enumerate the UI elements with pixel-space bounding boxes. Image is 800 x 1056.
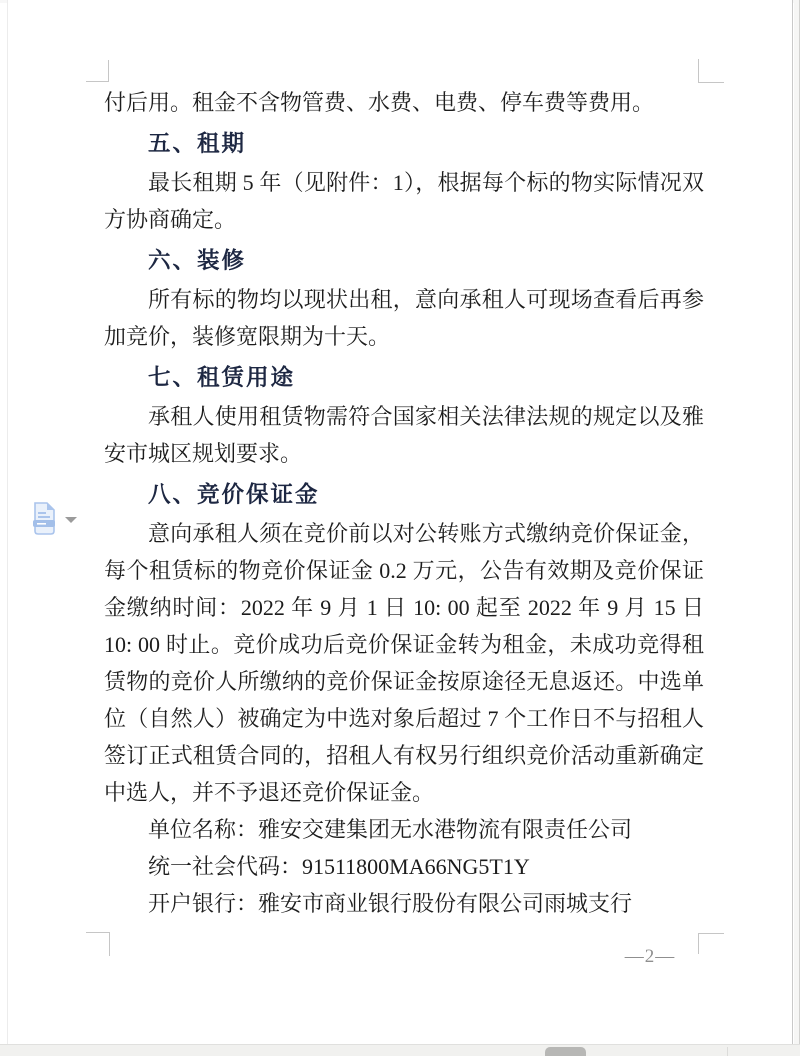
document-content [104, 84, 704, 922]
crop-mark-bottom-left [86, 932, 110, 956]
body-paragraph: 统一社会代码：91511800MA66NG5T1Y [148, 854, 530, 879]
body-paragraph: 承租人使用租赁物需符合国家相关法律法规的规定以及雅安市城区规划要求。 [104, 404, 704, 466]
scrollbar-divider [727, 1047, 728, 1056]
body-paragraph: 开户银行：雅安市商业银行股份有限公司雨城支行 [148, 891, 633, 916]
body-paragraph: 所有标的物均以现状出租，意向承租人可现场查看后再参加竞价，装修宽限期为十天。 [104, 287, 704, 349]
crop-mark-top-right [698, 59, 724, 83]
section-heading: 五、租期 [148, 131, 247, 156]
body-paragraph: 意向承租人须在竞价前以对公转账方式缴纳竞价保证金，每个租赁标的物竞价保证金 0.2 万元，公告有效期及竞价保证金缴纳时间：2022 年 9 月 1 日 10: 00 起至 2022 年 9 月 15 日 10: 00 时止。竞价成功后竞价保证金转为租金，未成功竞得租赁物的竞价人所缴纳的竞价保证金按原途径无息返还。中选单位（自然人）被确定为中选对象后超过 7 个工作日不与招租人签订正式租赁合同的，招租人有权另行组织竞价活动重新确定中选人，并不予退还竞价保证金。 [104, 521, 704, 805]
section-heading: 八、竞价保证金 [148, 482, 320, 507]
comment-indicator-button[interactable] [31, 502, 77, 535]
section-heading: 六、装修 [148, 248, 247, 273]
horizontal-scrollbar[interactable] [0, 1044, 800, 1056]
page-number: —2— [624, 946, 676, 967]
body-paragraph: 付后用。租金不含物管费、水费、电费、停车费等费用。 [104, 90, 655, 115]
crop-mark-bottom-right [698, 933, 724, 954]
section-heading: 七、租赁用途 [148, 365, 296, 390]
chevron-down-icon[interactable] [65, 517, 77, 523]
body-paragraph: 最长租期 5 年（见附件：1），根据每个标的物实际情况双方协商确定。 [104, 170, 704, 232]
horizontal-scrollbar-thumb[interactable] [545, 1047, 586, 1056]
body-paragraph: 单位名称：雅安交建集团无水港物流有限责任公司 [148, 817, 633, 842]
page-right-gutter [794, 0, 800, 1044]
annotated-document-icon [31, 502, 57, 535]
crop-mark-top-left [86, 60, 109, 82]
document-page [7, 0, 793, 1044]
